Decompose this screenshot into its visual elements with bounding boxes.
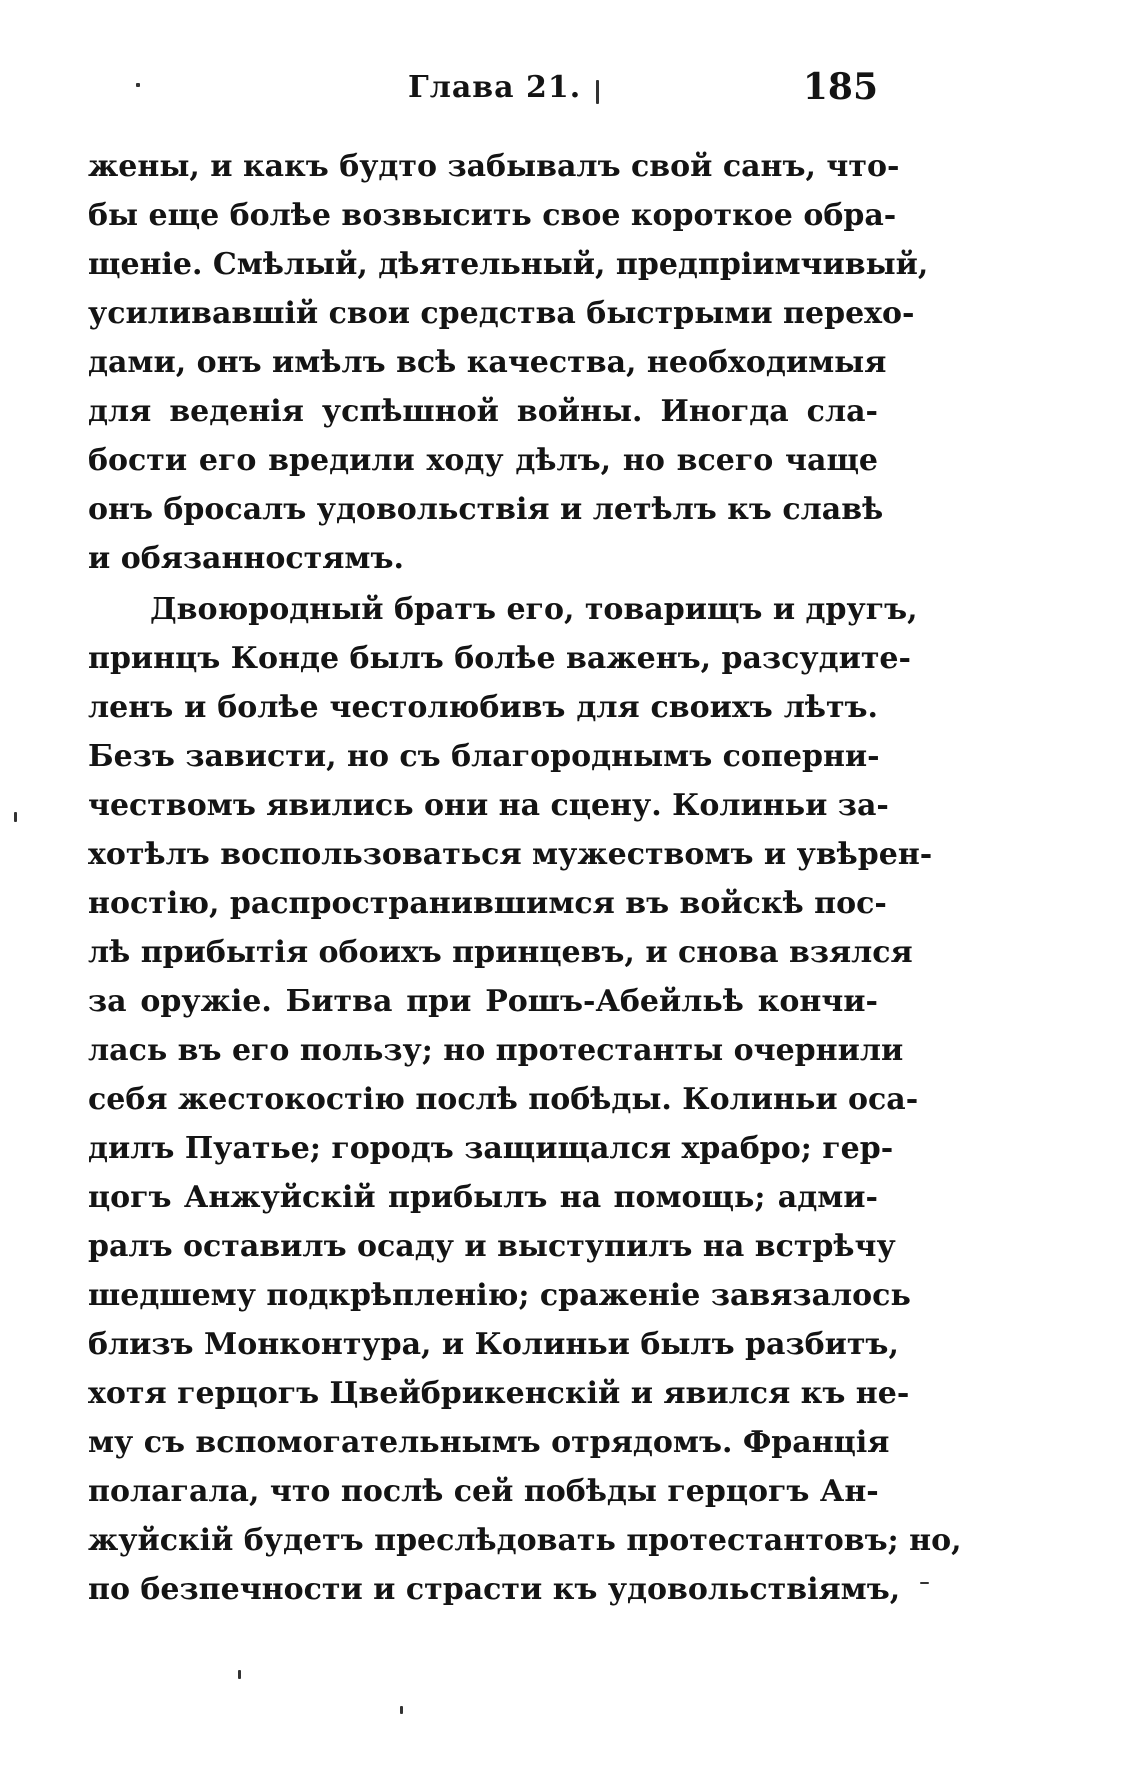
chapter-heading: Глава 21. [408,70,582,105]
text-line: усиливавшій свои средства быстрыми перехо- [88,296,915,331]
text-line: онъ бросалъ удовольствія и летѣлъ къ славѣ [88,492,884,527]
scan-speck [14,812,17,822]
text-line: жены, и какъ будто забывалъ свой санъ, что- [88,149,900,184]
page-number: 185 [802,66,878,108]
text-line: лѣ прибытія обоихъ принцевъ, и снова взялся [88,935,913,970]
scan-speck [596,80,599,104]
paragraph [88,142,929,583]
text-line: бы еще болѣе возвысить свое короткое обра- [88,198,897,233]
text-line: жуйскій будетъ преслѣдовать протестантовъ; но, [88,1523,962,1558]
text-line: ралъ оставилъ осаду и выступилъ на встрѣчу [88,1229,896,1264]
running-head [88,66,878,116]
text-line: шедшему подкрѣпленію; сраженіе завязалось [88,1278,911,1313]
text-line: хотѣлъ воспользоваться мужествомъ и увѣрен- [88,837,933,872]
text-line: цогъ Анжуйскій прибылъ на помощь; адми- [88,1180,878,1215]
text-line: Двоюродный братъ его, товарищъ и другъ, [150,592,918,627]
scan-speck [400,1706,403,1714]
text-line: близъ Монконтура, и Колиньи былъ разбитъ, [88,1327,899,1362]
paragraph [88,585,962,1614]
text-line: бости его вредили ходу дѣлъ, но всего чаще [88,443,878,478]
text-line: Безъ зависти, но съ благороднымъ соперни- [88,739,880,774]
text-line: чествомъ явились они на сцену. Колиньи за- [88,788,889,823]
text-line: для веденія успѣшной войны. Иногда сла- [88,394,878,429]
scan-speck [136,83,140,87]
text-line: себя жестокостію послѣ побѣды. Колиньи оса- [88,1082,919,1117]
text-line: дилъ Пуатье; городъ защищался храбро; гер- [88,1131,894,1166]
text-line: полагала, что послѣ сей побѣды герцогъ Ан- [88,1474,879,1509]
text-line: хотя герцогъ Цвейбрикенскій и явился къ не- [88,1376,910,1411]
text-line: ностію, распространившимся въ войскѣ пос- [88,886,887,921]
text-line: за оружіе. Битва при Рошъ-Абейльѣ кончи- [88,984,878,1019]
text-line: дами, онъ имѣлъ всѣ качества, необходимыя [88,345,887,380]
text-line: щеніе. Смѣлый, дѣятельный, предпріимчивый, [88,247,929,282]
text-line: лась въ его пользу; но протестанты очернили [88,1033,904,1068]
text-line: му съ вспомогательнымъ отрядомъ. Франція [88,1425,890,1460]
scan-speck [920,1582,929,1584]
text-line: по безпечности и страсти къ удовольствіямъ, [88,1572,901,1607]
scan-speck [238,1670,241,1679]
text-line: принцъ Конде былъ болѣе важенъ, разсудите- [88,641,911,676]
text-line: и обязанностямъ. [88,541,404,576]
text-line: ленъ и болѣе честолюбивъ для своихъ лѣтъ. [88,690,878,725]
body-text [88,142,962,1614]
